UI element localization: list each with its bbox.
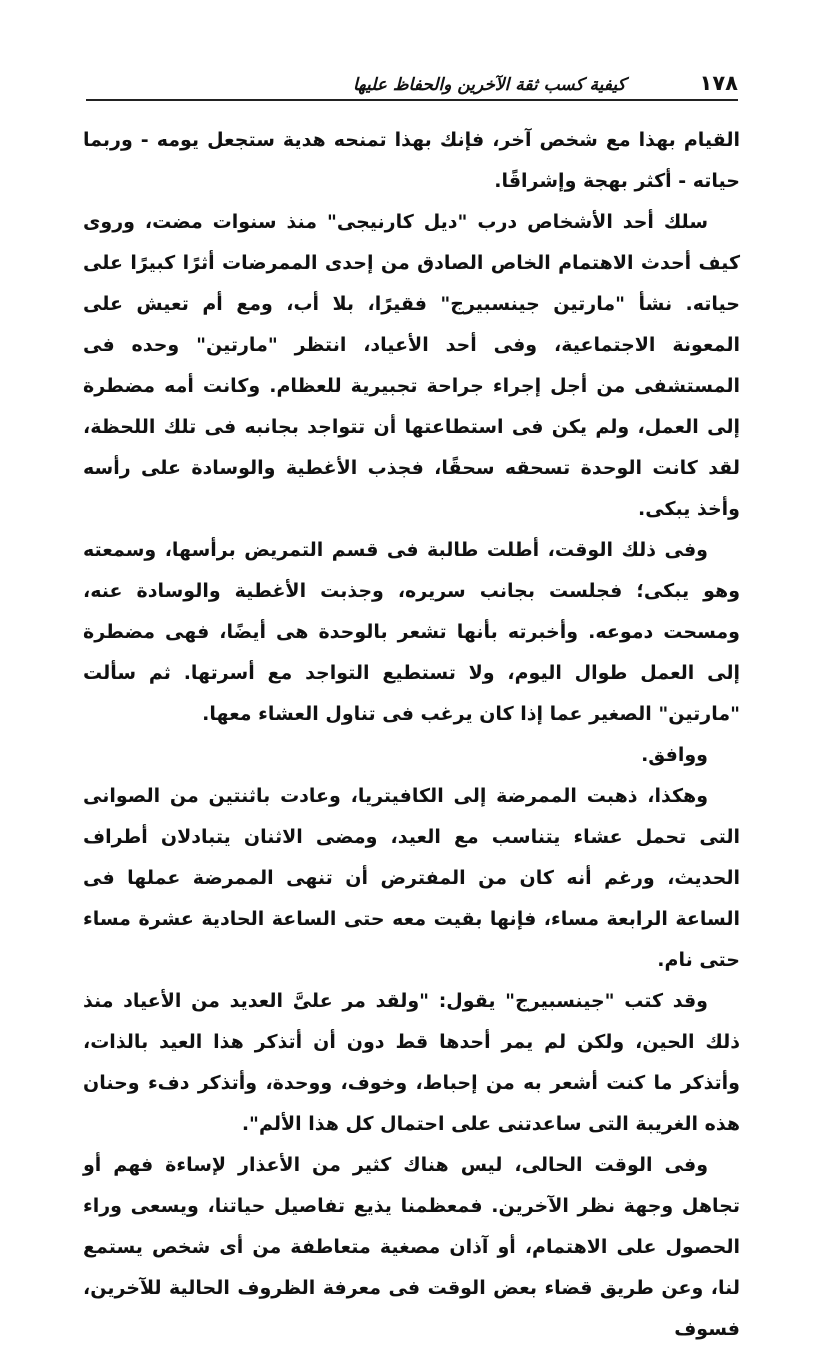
body-text [83,120,740,1350]
paragraph: سلك أحد الأشخاص درب "ديل كارنيجى" منذ سنوات مضت، وروى كيف أحدث الاهتمام الخاص الصادق من إحدى الممرضات أثرًا كبيرًا على حياته. نشأ "مارتين جينسبيرج" فقيرًا، بلا أب، ومع أم تعيش على المعونة الاجتماعية، وفى أحد الأعياد، انتظر "مارتين" وحده فى المستشفى من أجل إجراء جراحة تجبيرية للعظام. وكانت أمه مضطرة إلى العمل، ولم يكن فى استطاعتها أن تتواجد بجانبه فى تلك اللحظة، لقد كانت الوحدة تسحقه سحقًا، فجذب الأغطية والوسادة على رأسه وأخذ يبكى. [83,211,740,520]
page-number: ١٧٨ [699,71,738,95]
header-rule [86,99,738,101]
page-header [85,54,738,94]
paragraph: وهكذا، ذهبت الممرضة إلى الكافيتريا، وعادت باثنتين من الصوانى التى تحمل عشاء يتناسب مع العيد، ومضى الاثنان يتبادلان أطراف الحديث، ورغم أنه كان من المفترض أن تنهى الممرضة عملها فى الساعة الرابعة مساء، فإنها بقيت معه حتى الساعة الحادية عشرة مساء حتى نام. [83,785,740,971]
paragraph: القيام بهذا مع شخص آخر، فإنك بهذا تمنحه هدية ستجعل يومه - وربما حياته - أكثر بهجة وإشراقًا. [83,129,740,192]
paragraph: وفى ذلك الوقت، أطلت طالبة فى قسم التمريض برأسها، وسمعته وهو يبكى؛ فجلست بجانب سريره، وجذبت الأغطية والوسادة عنه، ومسحت دموعه. وأخبرته بأنها تشعر بالوحدة هى أيضًا، فهى مضطرة إلى العمل طوال اليوم، ولا تستطيع التواجد مع أسرتها. ثم سألت "مارتين" الصغير عما إذا كان يرغب فى تناول العشاء معها. [83,539,740,725]
running-title: كيفية كسب ثقة الآخرين والحفاظ عليها [353,75,626,95]
paragraph: ووافق. [641,744,708,766]
paragraph: وقد كتب "جينسبيرج" يقول: "ولقد مر علىَّ العديد من الأعياد منذ ذلك الحين، ولكن لم يمر أحدها قط دون أن أتذكر هذا العيد بالذات، وأتذكر ما كنت أشعر به من إحباط، وخوف، ووحدة، وأتذكر دفء وحنان هذه الغريبة التى ساعدتنى على احتمال كل هذا الألم". [83,990,740,1135]
paragraph: وفى الوقت الحالى، ليس هناك كثير من الأعذار لإساءة فهم أو تجاهل وجهة نظر الآخرين. فمعظمنا يذيع تفاصيل حياتنا، ويسعى وراء الحصول على الاهتمام، أو آذان مصغية متعاطفة من أى شخص يستمع لنا، وعن طريق قضاء بعض الوقت فى معرفة الظروف الحالية للآخرين، فسوف [83,1154,740,1340]
